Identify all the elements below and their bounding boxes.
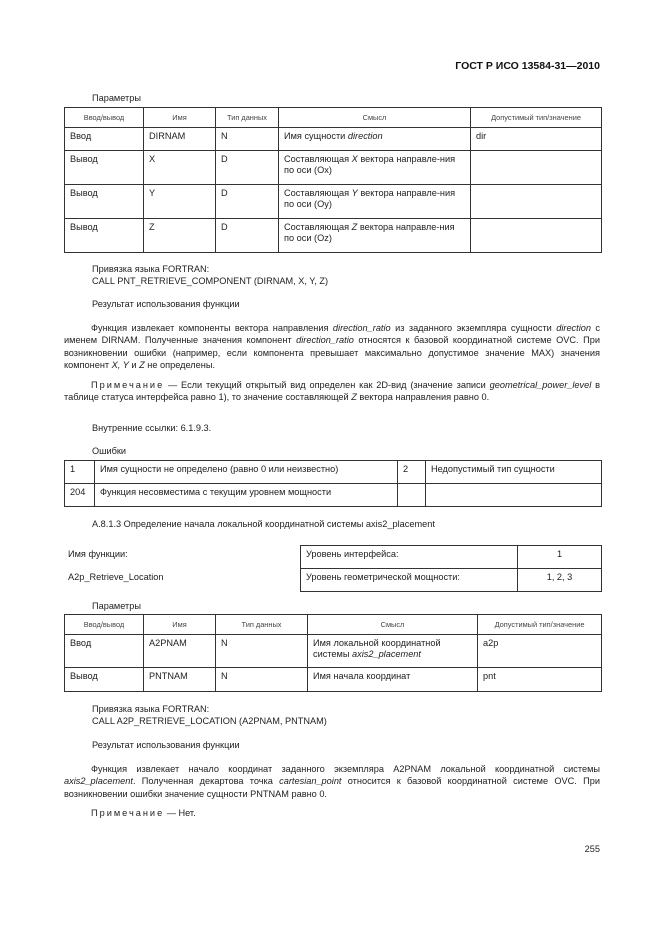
cell-io: Ввод <box>65 128 144 151</box>
column-header: Тип данных <box>216 108 279 128</box>
text-segment: не определены. <box>144 359 215 370</box>
italic-text: Y <box>351 188 358 198</box>
cell-allowed: a2p <box>478 635 602 668</box>
column-header: Имя <box>144 108 216 128</box>
cell-allowed <box>471 185 602 219</box>
power-level-label: Уровень геометрической мощности: <box>301 569 518 592</box>
text-segment: и <box>128 359 140 370</box>
cell-name: X <box>144 151 216 185</box>
cell-name: PNTNAM <box>144 668 216 692</box>
interface-level: 1 <box>518 546 602 569</box>
note-paragraph-2 <box>64 807 600 819</box>
table-row <box>65 128 602 151</box>
function-name: A2p_Retrieve_Location <box>68 572 164 582</box>
text-segment: Составляющая <box>284 154 352 164</box>
text-segment: относятся к базовой координатной системе OVC. При возникновении ошибки (например, если компонента превышает максимально допустимое значение MAX) значения компонент <box>64 335 600 370</box>
note-paragraph-1 <box>64 379 600 404</box>
fortran-binding-2 <box>92 703 327 727</box>
cell-type: N <box>216 635 308 668</box>
column-header: Смысл <box>279 108 471 128</box>
cell-type: N <box>216 128 279 151</box>
cell-allowed: dir <box>471 128 602 151</box>
cell-io: Вывод <box>65 219 144 253</box>
cell-name: A2PNAM <box>144 635 216 668</box>
text-segment: вектора направления равно 0. <box>356 392 490 403</box>
text-segment: вектора направле-ния по оси (Oz) <box>284 222 455 243</box>
cell-allowed: pnt <box>478 668 602 692</box>
cell-meaning <box>279 151 471 185</box>
error-message: Функция несовместима с текущим уровнем мощности <box>95 484 398 507</box>
text-segment: Имя локальной координатной системы <box>313 638 441 659</box>
column-header: Ввод/вывод <box>65 108 144 128</box>
note-text: — Нет. <box>164 808 196 818</box>
italic-text: direction_ratio <box>296 335 354 346</box>
italic-text: X, Y <box>111 359 129 370</box>
text-segment: из заданного экземпляра сущности <box>390 323 557 333</box>
error-row <box>65 461 602 484</box>
table-row <box>65 668 602 692</box>
error-message: Недопустимый тип сущности <box>426 461 602 484</box>
result-paragraph-1 <box>64 322 600 371</box>
error-message <box>426 484 602 507</box>
cell-io: Ввод <box>65 635 144 668</box>
result-paragraph-2 <box>64 763 600 800</box>
italic-text: Z <box>351 222 358 232</box>
binding-label: Привязка языка FORTRAN: <box>92 704 210 714</box>
cell-io: Вывод <box>65 668 144 692</box>
errors-table <box>64 460 602 507</box>
italic-text: geometrical_power_level <box>489 380 592 390</box>
text-segment: Составляющая <box>284 222 352 232</box>
italic-text: direction <box>556 323 591 333</box>
text-segment: . Полученная декартова точка <box>132 776 280 787</box>
cell-allowed <box>471 219 602 253</box>
section-heading: А.8.1.3 Определение начала локальной координатной системы axis2_placement <box>92 519 435 529</box>
text-segment: Имя начала координат <box>313 671 411 681</box>
cell-meaning <box>308 635 478 668</box>
italic-text: axis2_placement <box>64 776 133 787</box>
cell-allowed <box>471 151 602 185</box>
cell-meaning <box>308 668 478 692</box>
error-code: 1 <box>65 461 95 484</box>
page-number: 255 <box>584 844 600 854</box>
note-word: Примечание <box>91 380 165 390</box>
italic-text: Z <box>351 392 357 403</box>
cell-io: Вывод <box>65 151 144 185</box>
cell-meaning <box>279 185 471 219</box>
column-header: Допустимый тип/значение <box>478 615 602 635</box>
cell-meaning <box>279 128 471 151</box>
params-table-1 <box>64 107 602 253</box>
text-segment: в таблице статуса интерфейса равно 1), то значение составляющей <box>64 380 600 403</box>
error-code: 204 <box>65 484 95 507</box>
interface-level-label: Уровень интерфейса: <box>301 546 518 569</box>
text-segment: с именем DIRNAM. Полученные значения компонент <box>64 323 601 346</box>
italic-text: X <box>351 154 358 164</box>
error-code: 2 <box>398 461 426 484</box>
table-row <box>65 219 602 253</box>
italic-text: direction_ratio <box>332 323 391 333</box>
cell-name: DIRNAM <box>144 128 216 151</box>
errors-label: Ошибки <box>92 446 127 456</box>
cell-type: N <box>216 668 308 692</box>
text-segment: вектора направле-ния по оси (Ox) <box>284 154 456 175</box>
params-table-2 <box>64 614 602 692</box>
table-row <box>65 635 602 668</box>
table-row <box>65 185 602 219</box>
binding-label: Привязка языка FORTRAN: <box>92 264 210 274</box>
text-segment: Составляющая <box>284 188 352 198</box>
column-header: Тип данных <box>216 615 308 635</box>
cell-name: Z <box>144 219 216 253</box>
power-level: 1, 2, 3 <box>518 569 602 592</box>
error-code <box>398 484 426 507</box>
column-header: Допустимый тип/значение <box>471 108 602 128</box>
table-row <box>65 151 602 185</box>
params-label-2: Параметры <box>92 601 141 611</box>
italic-text: direction <box>347 131 383 141</box>
note-word: Примечание <box>91 808 165 818</box>
cell-type: D <box>216 219 279 253</box>
internal-refs: Внутренние ссылки: 6.1.9.3. <box>92 423 212 433</box>
italic-text: axis2_placement <box>352 649 421 659</box>
error-row <box>65 484 602 507</box>
italic-text: cartesian_point <box>279 776 342 787</box>
result-label-2: Результат использования функции <box>92 740 240 750</box>
binding-call: CALL PNT_RETRIEVE_COMPONENT (DIRNAM, X, Y, Z) <box>92 276 329 286</box>
cell-meaning <box>279 219 471 253</box>
text-segment: Функция извлекает начало координат заданного экземпляра A2PNAM локальной координатной системы <box>91 764 600 774</box>
column-header: Ввод/вывод <box>65 615 144 635</box>
text-segment: вектора направле-ния по оси (Oy) <box>284 188 456 209</box>
binding-call: CALL A2P_RETRIEVE_LOCATION (A2PNAM, PNTNAM) <box>92 716 327 726</box>
cell-io: Вывод <box>65 185 144 219</box>
params-label: Параметры <box>92 93 141 103</box>
fortran-binding-1 <box>92 263 328 287</box>
result-label: Результат использования функции <box>92 299 240 309</box>
error-message: Имя сущности не определено (равно 0 или неизвестно) <box>95 461 398 484</box>
function-levels-table <box>300 545 602 592</box>
column-header: Смысл <box>308 615 478 635</box>
document-header: ГОСТ Р ИСО 13584-31—2010 <box>455 60 600 72</box>
text-segment: Функция извлекает компоненты вектора направления <box>91 323 333 333</box>
cell-type: D <box>216 151 279 185</box>
text-segment: Имя сущности <box>284 131 348 141</box>
cell-name: Y <box>144 185 216 219</box>
function-name-label: Имя функции: <box>68 549 128 559</box>
text-segment: относится к базовой координатной системе OVC. При возникновении ошибки значение сущности PNTNAM равно 0. <box>64 776 600 799</box>
cell-type: D <box>216 185 279 219</box>
text-segment: — Если текущий открытый вид определен как 2D-вид (значение записи <box>164 380 490 390</box>
italic-text: Z <box>139 359 145 370</box>
column-header: Имя <box>144 615 216 635</box>
